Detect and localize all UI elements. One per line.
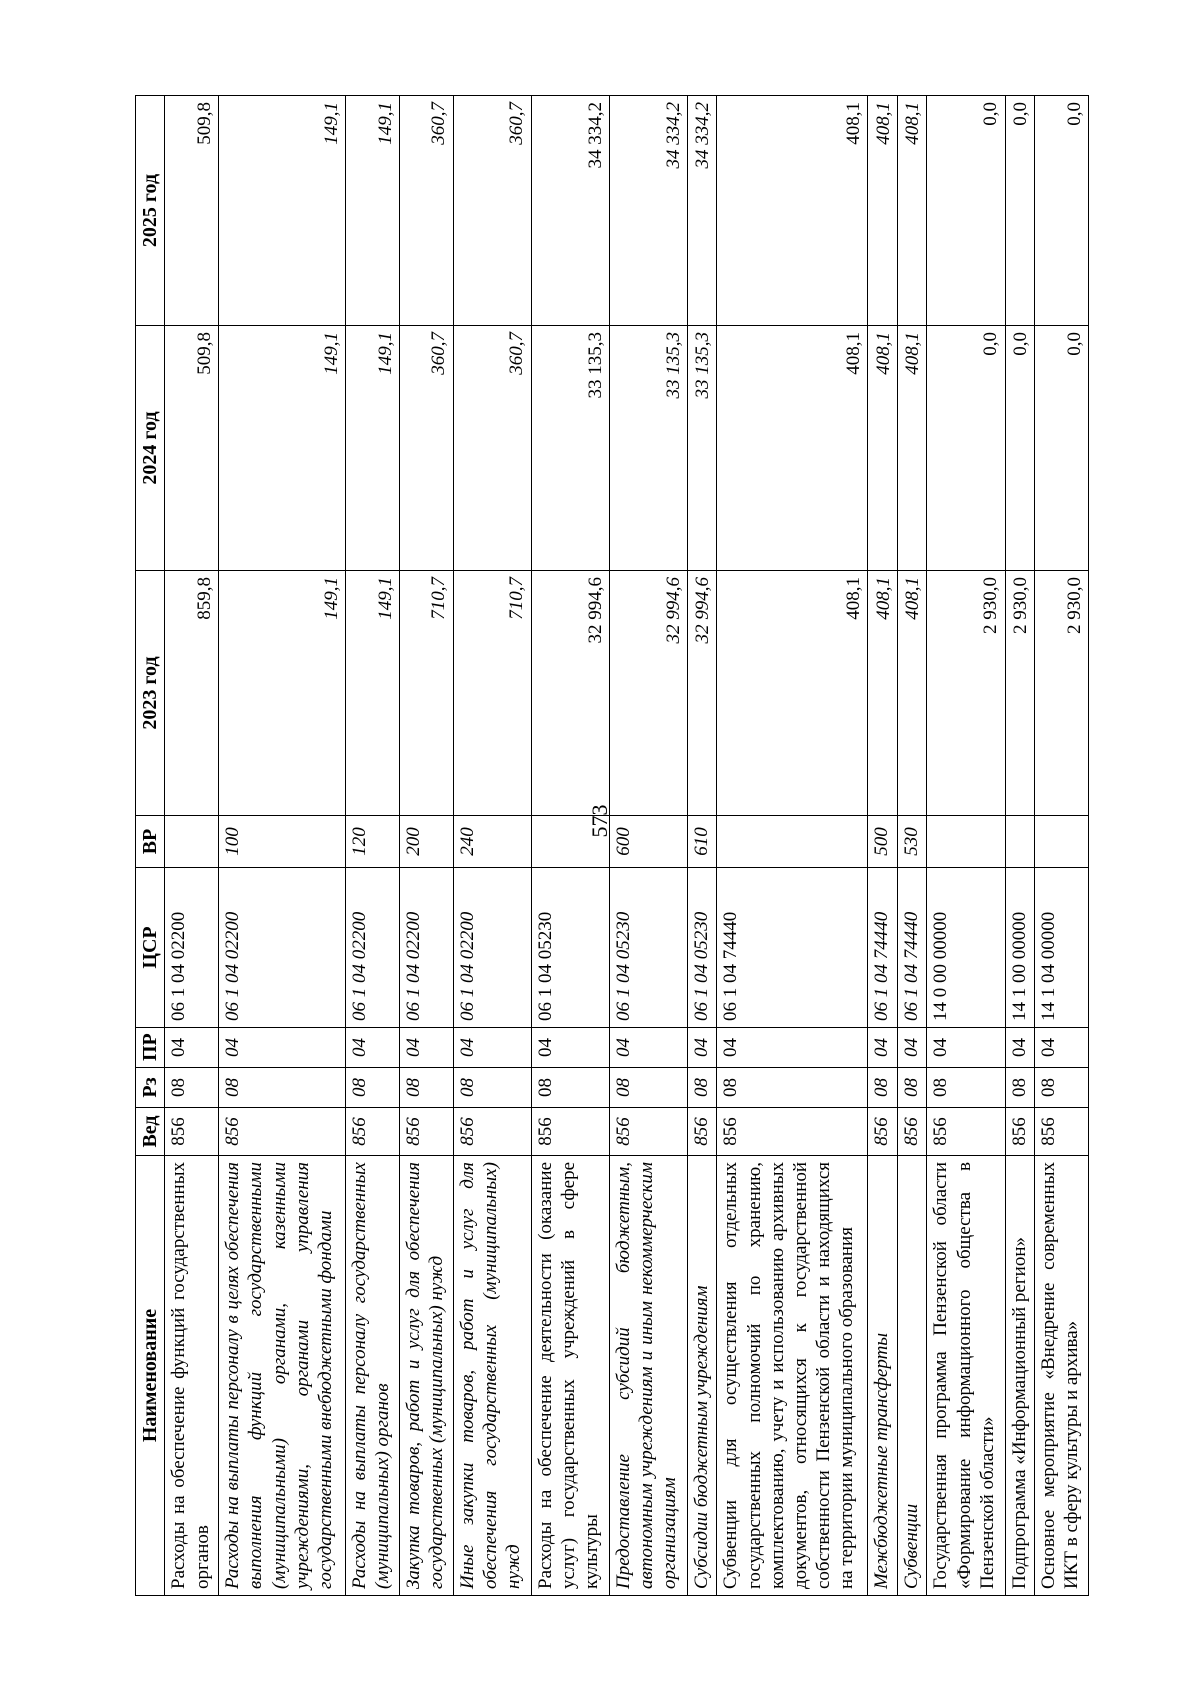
cell-2023: 408,1 — [717, 571, 868, 816]
cell-2023: 710,7 — [399, 571, 453, 816]
cell-rz: 08 — [165, 1068, 219, 1108]
col-header-ved: Вед — [136, 1108, 165, 1156]
cell-2024: 149,1 — [219, 326, 346, 571]
table-row — [345, 96, 399, 1596]
cell-2024: 509,8 — [165, 326, 219, 571]
cell-name: Расходы на выплаты персоналу в целях обеспечения выполнения функций государственными (муниципальными) органами, казенными учреждениями, органами управления государственными внебюджетными фондами — [219, 1156, 346, 1596]
cell-ved: 856 — [1035, 1108, 1089, 1156]
budget-table — [135, 95, 1089, 1596]
cell-rz: 08 — [399, 1068, 453, 1108]
cell-2025: 408,1 — [897, 96, 927, 326]
cell-rz: 08 — [897, 1068, 927, 1108]
cell-2023: 2 930,0 — [927, 571, 1005, 816]
cell-pr: 04 — [399, 1028, 453, 1068]
cell-ved: 856 — [897, 1108, 927, 1156]
cell-2025: 360,7 — [453, 96, 531, 326]
cell-pr: 04 — [1005, 1028, 1035, 1068]
cell-vr — [1005, 816, 1035, 868]
cell-2023: 149,1 — [219, 571, 346, 816]
cell-ved: 856 — [868, 1108, 898, 1156]
col-header-2025: 2025 год — [136, 96, 165, 326]
cell-2024: 408,1 — [897, 326, 927, 571]
cell-2024: 33 135,3 — [531, 326, 609, 571]
cell-2023: 32 994,6 — [687, 571, 717, 816]
table-row — [165, 96, 219, 1596]
cell-rz: 08 — [345, 1068, 399, 1108]
cell-pr: 04 — [345, 1028, 399, 1068]
cell-2024: 0,0 — [1035, 326, 1089, 571]
cell-pr: 04 — [868, 1028, 898, 1068]
table-row — [868, 96, 898, 1596]
cell-csr: 14 1 04 00000 — [1035, 868, 1089, 1028]
cell-name: Межбюджетные трансферты — [868, 1156, 898, 1596]
cell-2025: 34 334,2 — [531, 96, 609, 326]
cell-csr: 06 1 04 05230 — [609, 868, 687, 1028]
cell-2024: 0,0 — [927, 326, 1005, 571]
col-header-2023: 2023 год — [136, 571, 165, 816]
cell-csr: 06 1 04 74440 — [897, 868, 927, 1028]
cell-pr: 04 — [165, 1028, 219, 1068]
table-row — [927, 96, 1005, 1596]
cell-pr: 04 — [927, 1028, 1005, 1068]
cell-2024: 360,7 — [399, 326, 453, 571]
cell-2025: 34 334,2 — [687, 96, 717, 326]
table-row — [687, 96, 717, 1596]
cell-2025: 408,1 — [717, 96, 868, 326]
cell-2024: 0,0 — [1005, 326, 1035, 571]
cell-2025: 149,1 — [345, 96, 399, 326]
col-header-rz: Рз — [136, 1068, 165, 1108]
cell-csr: 06 1 04 74440 — [868, 868, 898, 1028]
cell-csr: 14 1 00 00000 — [1005, 868, 1035, 1028]
col-header-2024: 2024 год — [136, 326, 165, 571]
cell-name: Подпрограмма «Информационный регион» — [1005, 1156, 1035, 1596]
cell-pr: 04 — [453, 1028, 531, 1068]
col-header-vr: ВР — [136, 816, 165, 868]
cell-2023: 2 930,0 — [1005, 571, 1035, 816]
cell-vr: 100 — [219, 816, 346, 868]
cell-pr: 04 — [717, 1028, 868, 1068]
cell-name: Основное мероприятие «Внедрение современных ИКТ в сферу культуры и архива» — [1035, 1156, 1089, 1596]
cell-name: Расходы на обеспечение функций государственных органов — [165, 1156, 219, 1596]
cell-2024: 408,1 — [868, 326, 898, 571]
cell-ved: 856 — [927, 1108, 1005, 1156]
cell-ved: 856 — [687, 1108, 717, 1156]
cell-csr: 06 1 04 05230 — [687, 868, 717, 1028]
cell-vr — [717, 816, 868, 868]
cell-rz: 08 — [609, 1068, 687, 1108]
cell-csr: 06 1 04 05230 — [531, 868, 609, 1028]
cell-name: Расходы на выплаты персоналу государственных (муниципальных) органов — [345, 1156, 399, 1596]
table-row — [453, 96, 531, 1596]
cell-name: Субвенции для осуществления отдельных государственных полномочий по хранению, комплектованию, учету и использованию архивных документов, относящихся к государственной собственности Пензенской области и находящихся на территории муниципального образования — [717, 1156, 868, 1596]
cell-pr: 04 — [1035, 1028, 1089, 1068]
cell-rz: 08 — [219, 1068, 346, 1108]
cell-name: Закупка товаров, работ и услуг для обеспечения государственных (муниципальных) нужд — [399, 1156, 453, 1596]
table-row — [531, 96, 609, 1596]
cell-vr — [531, 816, 609, 868]
cell-csr: 06 1 04 02200 — [399, 868, 453, 1028]
cell-vr — [927, 816, 1005, 868]
table-row — [399, 96, 453, 1596]
cell-ved: 856 — [609, 1108, 687, 1156]
cell-2023: 408,1 — [868, 571, 898, 816]
cell-2024: 360,7 — [453, 326, 531, 571]
cell-vr: 610 — [687, 816, 717, 868]
cell-2025: 149,1 — [219, 96, 346, 326]
cell-2025: 0,0 — [1035, 96, 1089, 326]
cell-name: Предоставление субсидий бюджетным, автономным учреждениям и иным некоммерческим организациям — [609, 1156, 687, 1596]
cell-pr: 04 — [609, 1028, 687, 1068]
cell-ved: 856 — [345, 1108, 399, 1156]
cell-ved: 856 — [453, 1108, 531, 1156]
cell-vr: 500 — [868, 816, 898, 868]
cell-2025: 360,7 — [399, 96, 453, 326]
cell-csr: 06 1 04 74440 — [717, 868, 868, 1028]
cell-name: Субвенции — [897, 1156, 927, 1596]
cell-2024: 149,1 — [345, 326, 399, 571]
cell-2025: 0,0 — [927, 96, 1005, 326]
cell-rz: 08 — [868, 1068, 898, 1108]
cell-name: Государственная программа Пензенской области «Формирование информационного общества в Пензенской области» — [927, 1156, 1005, 1596]
cell-2023: 710,7 — [453, 571, 531, 816]
cell-2024: 33 135,3 — [609, 326, 687, 571]
cell-2023: 859,8 — [165, 571, 219, 816]
col-header-csr: ЦСР — [136, 868, 165, 1028]
cell-2025: 0,0 — [1005, 96, 1035, 326]
cell-ved: 856 — [1005, 1108, 1035, 1156]
table-row — [1035, 96, 1089, 1596]
cell-2024: 408,1 — [717, 326, 868, 571]
cell-2023: 2 930,0 — [1035, 571, 1089, 816]
cell-csr: 06 1 04 02200 — [219, 868, 346, 1028]
table-row — [1005, 96, 1035, 1596]
cell-vr: 600 — [609, 816, 687, 868]
cell-pr: 04 — [897, 1028, 927, 1068]
table-row — [219, 96, 346, 1596]
cell-2023: 32 994,6 — [609, 571, 687, 816]
cell-2023: 149,1 — [345, 571, 399, 816]
table-row — [609, 96, 687, 1596]
cell-2025: 408,1 — [868, 96, 898, 326]
table-header-row — [136, 96, 165, 1596]
cell-vr — [1035, 816, 1089, 868]
cell-ved: 856 — [165, 1108, 219, 1156]
cell-csr: 06 1 04 02200 — [345, 868, 399, 1028]
cell-2024: 33 135,3 — [687, 326, 717, 571]
table-body — [165, 96, 1089, 1596]
col-header-name: Наименование — [136, 1156, 165, 1596]
cell-rz: 08 — [1005, 1068, 1035, 1108]
cell-name: Расходы на обеспечение деятельности (оказание услуг) государственных учреждений в сфере культуры — [531, 1156, 609, 1596]
table-row — [717, 96, 868, 1596]
page-number: 573 — [587, 804, 612, 838]
cell-vr: 530 — [897, 816, 927, 868]
cell-rz: 08 — [687, 1068, 717, 1108]
cell-2025: 509,8 — [165, 96, 219, 326]
cell-ved: 856 — [399, 1108, 453, 1156]
cell-rz: 08 — [1035, 1068, 1089, 1108]
cell-2025: 34 334,2 — [609, 96, 687, 326]
col-header-pr: ПР — [136, 1028, 165, 1068]
cell-vr — [165, 816, 219, 868]
cell-2023: 32 994,6 — [531, 571, 609, 816]
cell-rz: 08 — [453, 1068, 531, 1108]
cell-ved: 856 — [531, 1108, 609, 1156]
cell-csr: 14 0 00 00000 — [927, 868, 1005, 1028]
cell-rz: 08 — [531, 1068, 609, 1108]
cell-vr: 120 — [345, 816, 399, 868]
cell-pr: 04 — [219, 1028, 346, 1068]
table-row — [897, 96, 927, 1596]
cell-ved: 856 — [219, 1108, 346, 1156]
cell-rz: 08 — [717, 1068, 868, 1108]
cell-csr: 06 1 04 02200 — [453, 868, 531, 1028]
cell-csr: 06 1 04 02200 — [165, 868, 219, 1028]
cell-vr: 240 — [453, 816, 531, 868]
cell-name: Иные закупки товаров, работ и услуг для обеспечения государственных (муниципальных) нужд — [453, 1156, 531, 1596]
cell-pr: 04 — [687, 1028, 717, 1068]
budget-table-container — [135, 96, 1089, 1596]
cell-2023: 408,1 — [897, 571, 927, 816]
cell-pr: 04 — [531, 1028, 609, 1068]
cell-rz: 08 — [927, 1068, 1005, 1108]
cell-vr: 200 — [399, 816, 453, 868]
cell-ved: 856 — [717, 1108, 868, 1156]
cell-name: Субсидии бюджетным учреждениям — [687, 1156, 717, 1596]
